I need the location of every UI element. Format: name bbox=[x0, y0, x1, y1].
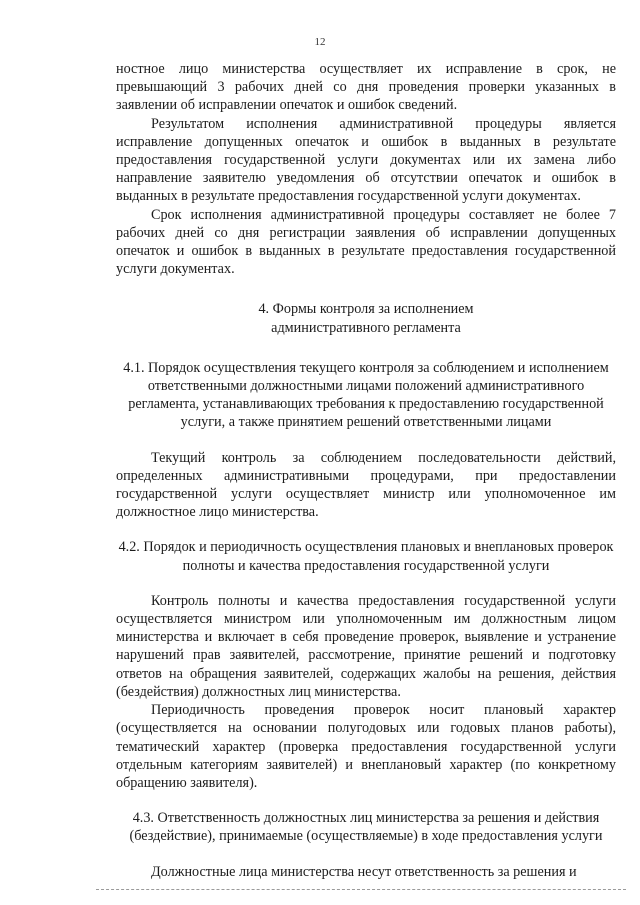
section-4-title-line2: административного регламента bbox=[271, 319, 461, 336]
section-4-title bbox=[116, 300, 616, 336]
paragraph-continuation: ностное лицо министерства осуществляет их исправление в срок, не превышающий 3 рабочих дней со дня проведения проверки указанных в заявлении об исправлении опечаток и ошибок сведений. bbox=[116, 61, 616, 114]
paragraph-4-1: Текущий контроль за соблюдением последовательности действий, определенных административными процедурами, при предоставлении государственной услуги осуществляет министр или уполномоченное им должностное лицо министерства. bbox=[116, 449, 616, 521]
paragraph-4-2-control: Контроль полноты и качества предоставления государственной услуги осуществляется министром или уполномоченным им должностным лицом министерства и включает в себя проведение проверок, выявление и устранение нарушений прав заявителей, рассмотрение, принятие решений и подготовку ответов на обращения заявителей, содержащих жалобы на решения, действия (бездействия) должностных лиц министерства. bbox=[116, 592, 616, 700]
subsection-4-1-heading: 4.1. Порядок осуществления текущего контроля за соблюдением и исполнением ответственными должностными лицами положений административного регламента, устанавливающих требования к предоставлению государственной услуги, а также принятием решений ответственными лицами bbox=[123, 359, 609, 431]
subsection-4-2-heading: 4.2. Порядок и периодичность осуществления плановых и внеплановых проверок полноты и качества предоставления государственной услуги bbox=[118, 539, 614, 574]
paragraph-4-2-periodicity: Периодичность проведения проверок носит плановый характер (осуществляется на основании полугодовых или годовых планов работы), тематический характер (проверка предоставления государственной услуги отдельным категориям заявителей) и внеплановый характер (по конкретному обращению заявителя). bbox=[116, 702, 616, 791]
document-body bbox=[116, 60, 616, 881]
page-bottom-rule bbox=[96, 889, 626, 890]
subsection-4-3-heading: 4.3. Ответственность должностных лиц министерства за решения и действия (бездействие), принимаемые (осуществляемые) в ходе предоставления услуги bbox=[129, 810, 603, 845]
paragraph-4-3: Должностные лица министерства несут ответственность за решения и bbox=[151, 863, 577, 880]
section-4-title-line1: 4. Формы контроля за исполнением bbox=[258, 301, 474, 318]
page-number: 12 bbox=[314, 36, 326, 48]
paragraph-deadline: Срок исполнения административной процедуры составляет не более 7 рабочих дней со дня регистрации заявления об исправлении допущенных опечаток и ошибок в выданных в результате предоставления государственной услуги документах. bbox=[116, 206, 616, 278]
paragraph-result: Результатом исполнения административной процедуры является исправление допущенных опечаток и ошибок в выданных в результате предоставления государственной услуги документах или их замена либо направление заявителю уведомления об отсутствии опечаток и ошибок в выданных в результате предоставления государственной услуги документах. bbox=[116, 115, 616, 205]
